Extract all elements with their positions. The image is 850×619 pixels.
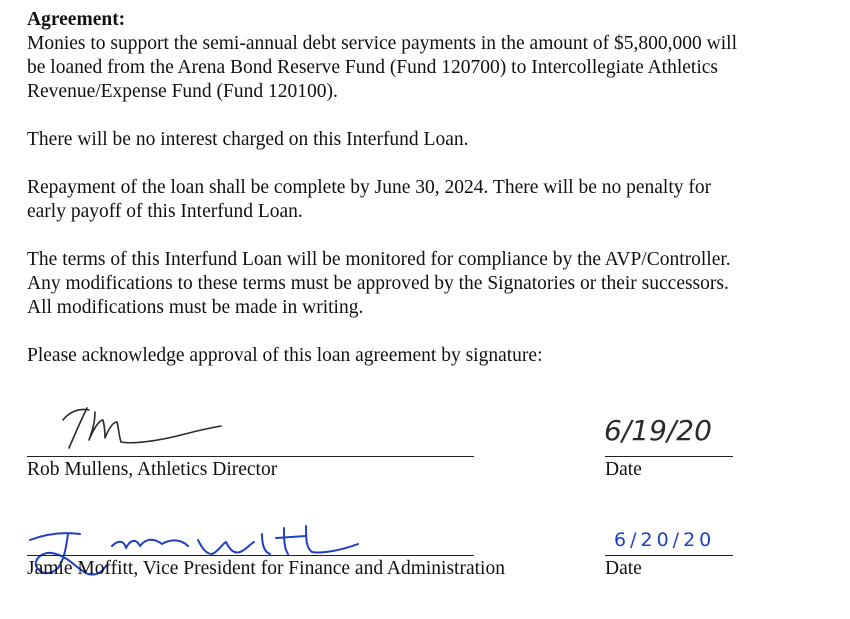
paragraph-interest: [27, 128, 837, 152]
text-line: Any modifications to these terms must be approved by the Signatories or their successors.: [27, 273, 729, 294]
date-line: [605, 555, 733, 556]
text-line: early payoff of this Interfund Loan.: [27, 201, 303, 222]
paragraph-loan-terms: [27, 32, 837, 104]
text-line: Repayment of the loan shall be complete by June 30, 2024. There will be no penalty for: [27, 177, 712, 198]
paragraph-repayment: [27, 176, 837, 224]
signatory-name-title: Jamie Moffitt, Vice President for Finance and Administration: [27, 558, 505, 579]
date-line: [605, 456, 733, 457]
text-line: The terms of this Interfund Loan will be monitored for compliance by the AVP/Controller.: [27, 249, 731, 270]
agreement-body: [27, 8, 837, 368]
handwritten-date-image: [600, 408, 740, 452]
signatory-name-title: Rob Mullens, Athletics Director: [27, 459, 278, 480]
signature-line: [27, 456, 474, 457]
handwritten-date-text: 6/20/20: [614, 529, 716, 551]
paragraph-compliance: [27, 248, 837, 320]
text-line: Revenue/Expense Fund (Fund 120100).: [27, 81, 338, 102]
date-label: Date: [605, 558, 642, 579]
text-line: There will be no interest charged on this Interfund Loan.: [27, 129, 469, 150]
text-line: be loaned from the Arena Bond Reserve Fund (Fund 120700) to Intercollegiate Athletics: [27, 57, 719, 78]
handwritten-date-text: 6/19/20: [604, 414, 712, 447]
text-line: All modifications must be made in writing.: [27, 297, 364, 318]
text-line: Monies to support the semi-annual debt service payments in the amount of $5,800,000 will: [27, 33, 737, 54]
handwritten-date-image: [610, 524, 750, 554]
handwritten-signature-image: [55, 398, 235, 458]
date-label: Date: [605, 459, 642, 480]
paragraph-acknowledge: [27, 344, 837, 368]
signature-line: [27, 555, 474, 556]
text-line: Please acknowledge approval of this loan agreement by signature:: [27, 345, 543, 366]
agreement-heading: Agreement:: [27, 9, 126, 30]
